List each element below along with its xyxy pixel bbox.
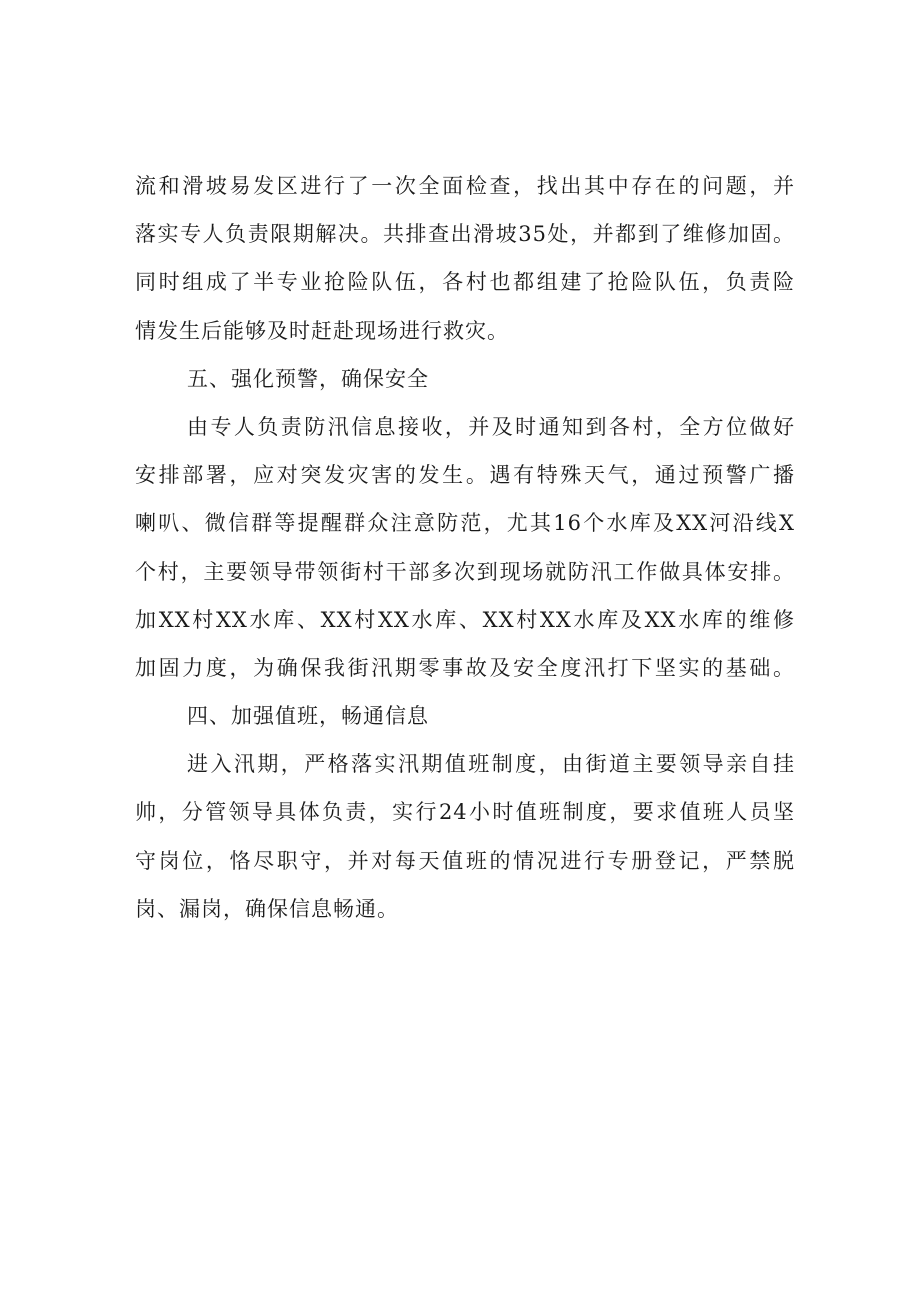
body-line-8: 喇叭、微信群等提醒群众注意防范，尤其16个水库及XX河沿线X bbox=[135, 511, 795, 536]
body-line-10: 加XX村XX水库、XX村XX水库、XX村XX水库及XX水库的维修 bbox=[135, 607, 795, 632]
document-body bbox=[135, 162, 795, 933]
body-line-16: 岗、漏岗，确保信息畅通。 bbox=[135, 896, 399, 921]
body-line-7: 安排部署，应对突发灾害的发生。遇有特殊天气，通过预警广播 bbox=[135, 463, 795, 488]
body-line-6: 由专人负责防汛信息接收，并及时通知到各村，全方位做好 bbox=[187, 414, 795, 439]
body-line-1: 流和滑坡易发区进行了一次全面检查，找出其中存在的问题，并 bbox=[135, 174, 795, 198]
body-line-3: 同时组成了半专业抢险队伍，各村也都组建了抢险队伍，负责险 bbox=[135, 270, 795, 295]
body-line-11: 加固力度，为确保我街汛期零事故及安全度汛打下坚实的基础。 bbox=[135, 655, 795, 680]
body-line-13: 进入汛期，严格落实汛期值班制度，由街道主要领导亲自挂 bbox=[187, 752, 795, 777]
body-line-2: 落实专人负责限期解决。共排查出滑坡35处，并都到了维修加固。 bbox=[135, 222, 795, 247]
body-line-14: 帅，分管领导具体负责，实行24小时值班制度，要求值班人员坚 bbox=[135, 800, 795, 825]
body-line-4: 情发生后能够及时赶赴现场进行救灾。 bbox=[135, 318, 509, 343]
body-line-9: 个村，主要领导带领街村干部多次到现场就防汛工作做具体安排。 bbox=[135, 559, 795, 584]
body-line-15: 守岗位，恪尽职守，并对每天值班的情况进行专册登记，严禁脱 bbox=[135, 848, 795, 873]
section-heading-four: 四、加强值班，畅通信息 bbox=[187, 704, 429, 729]
section-heading-five: 五、强化预警，确保安全 bbox=[187, 366, 429, 391]
